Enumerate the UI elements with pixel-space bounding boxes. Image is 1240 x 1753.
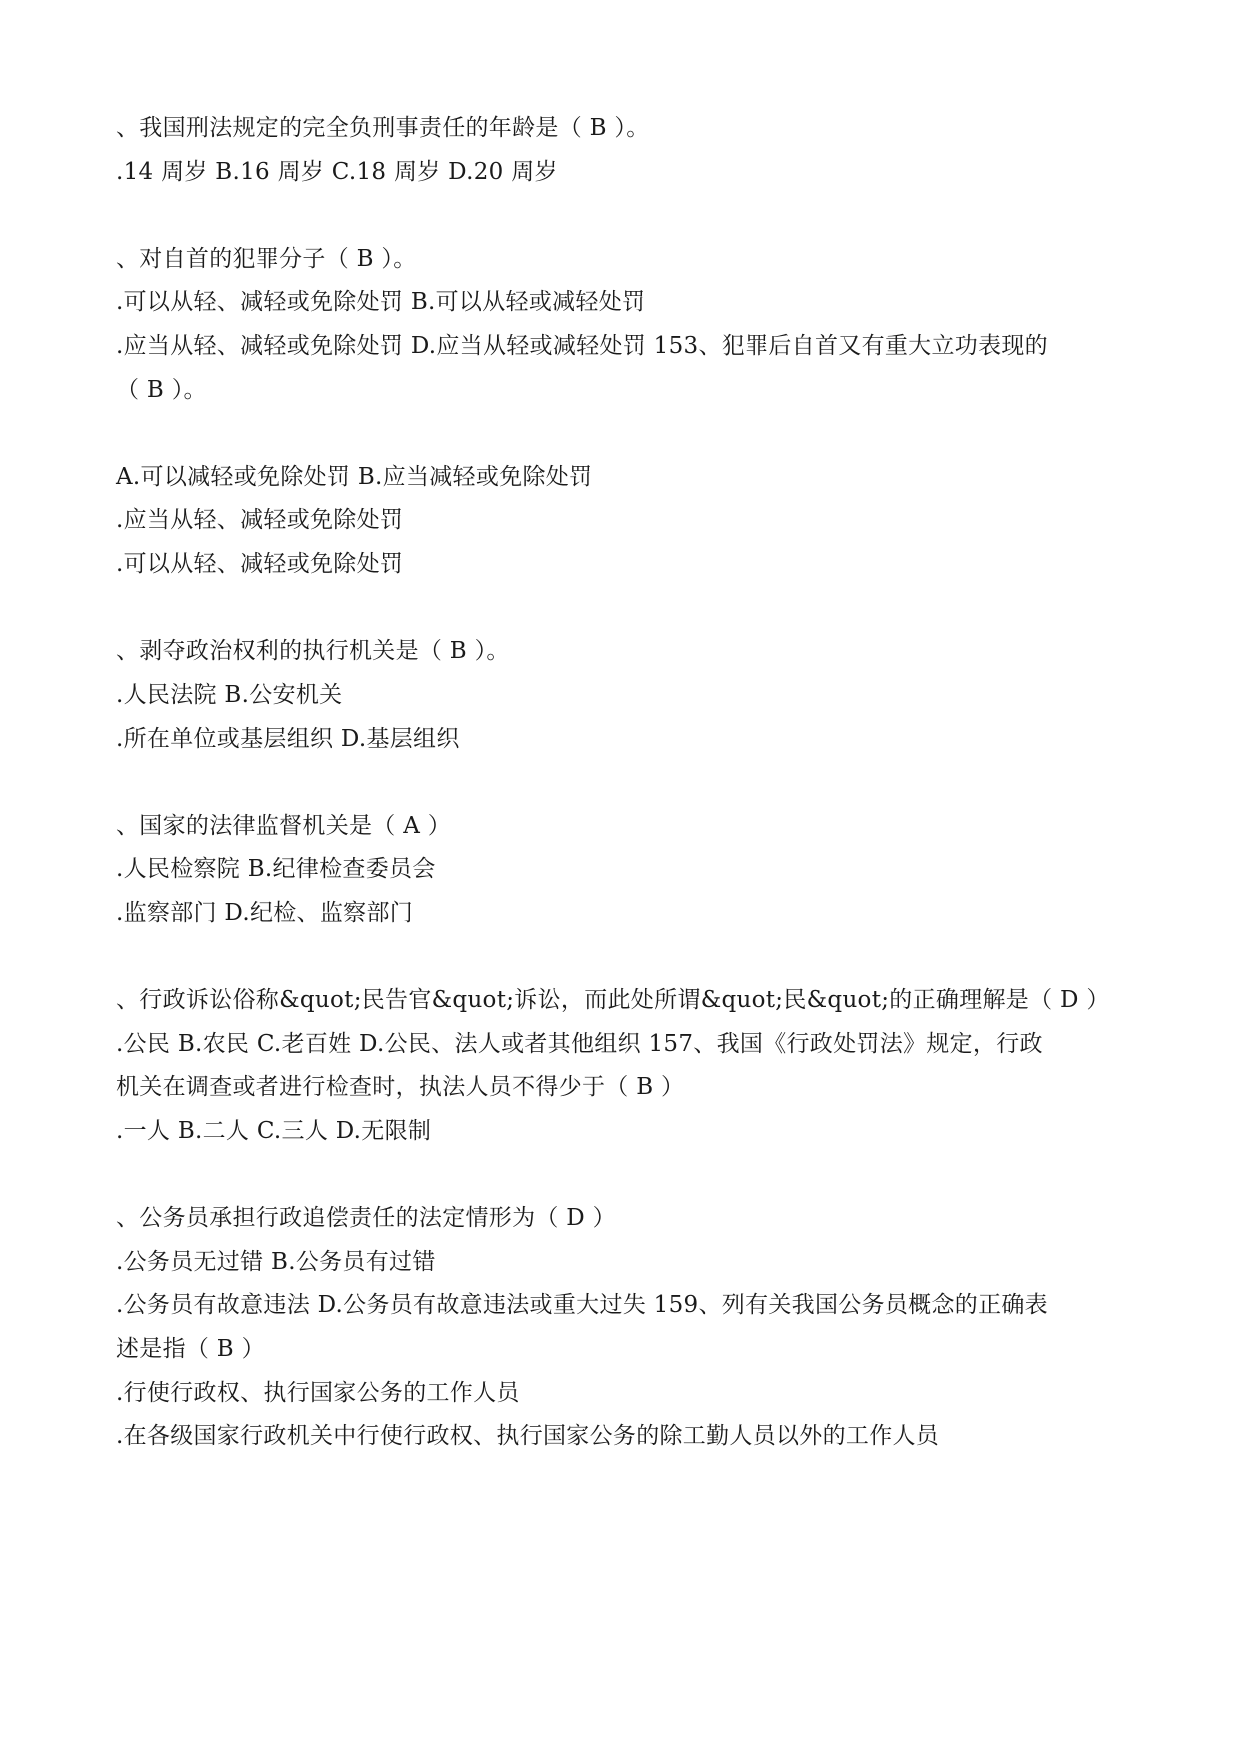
q159-option-b: .在各级国家行政机关中行使行政权、执行国家公务的除工勤人员以外的工作人员 <box>116 1423 940 1449</box>
q153-options-ab: A.可以减轻或免除处罚 B.应当减轻或免除处罚 <box>116 464 593 490</box>
q-surrender: 、对自首的犯罪分子（ B ）。 <box>116 246 417 272</box>
q-political-rights-options-ab: .人民法院 B.公安机关 <box>116 682 343 708</box>
q-criminal-age: 、我国刑法规定的完全负刑事责任的年龄是（ B ）。 <box>116 115 650 141</box>
q159-continuation: 述是指（ B ） <box>116 1336 265 1362</box>
q-supervision-organ-options-cd: .监察部门 D.纪检、监察部门 <box>116 900 414 926</box>
q157-continuation: 机关在调查或者进行检查时，执法人员不得少于（ B ） <box>116 1074 685 1100</box>
q-criminal-age-options: .14 周岁 B.16 周岁 C.18 周岁 D.20 周岁 <box>116 159 558 185</box>
q157-options: .一人 B.二人 C.三人 D.无限制 <box>116 1118 432 1144</box>
q-surrender-options-cd: .应当从轻、减轻或免除处罚 D.应当从轻或减轻处罚 153、犯罪后自首又有重大立功表现的 <box>116 333 1048 359</box>
q-civil-servant-liability: 、公务员承担行政追偿责任的法定情形为（ D ） <box>116 1205 616 1231</box>
q153-option-d: .可以从轻、减轻或免除处罚 <box>116 551 404 577</box>
q-political-rights: 、剥夺政治权利的执行机关是（ B ）。 <box>116 638 510 664</box>
q159-option-a: .行使行政权、执行国家公务的工作人员 <box>116 1380 520 1406</box>
q153-option-c: .应当从轻、减轻或免除处罚 <box>116 507 404 533</box>
q-surrender-options-ab: .可以从轻、减轻或免除处罚 B.可以从轻或减轻处罚 <box>116 289 646 315</box>
q-administrative-litigation: 、行政诉讼俗称&quot;民告官&quot;诉讼，而此处所谓&quot;民&quot;的正确理解是（ D ） <box>116 987 1110 1013</box>
q153-answer: （ B ）。 <box>116 377 207 403</box>
q-administrative-litigation-options: .公民 B.农民 C.老百姓 D.公民、法人或者其他组织 157、我国《行政处罚法》规定，行政 <box>116 1031 1043 1057</box>
q-political-rights-options-cd: .所在单位或基层组织 D.基层组织 <box>116 726 460 752</box>
q-supervision-organ: 、国家的法律监督机关是（ A ） <box>116 813 452 839</box>
q-supervision-organ-options-ab: .人民检察院 B.纪律检查委员会 <box>116 856 436 882</box>
q-civil-servant-liability-options-cd: .公务员有故意违法 D.公务员有故意违法或重大过失 159、列有关我国公务员概念的正确表 <box>116 1292 1048 1318</box>
q-civil-servant-liability-options-ab: .公务员无过错 B.公务员有过错 <box>116 1249 436 1275</box>
